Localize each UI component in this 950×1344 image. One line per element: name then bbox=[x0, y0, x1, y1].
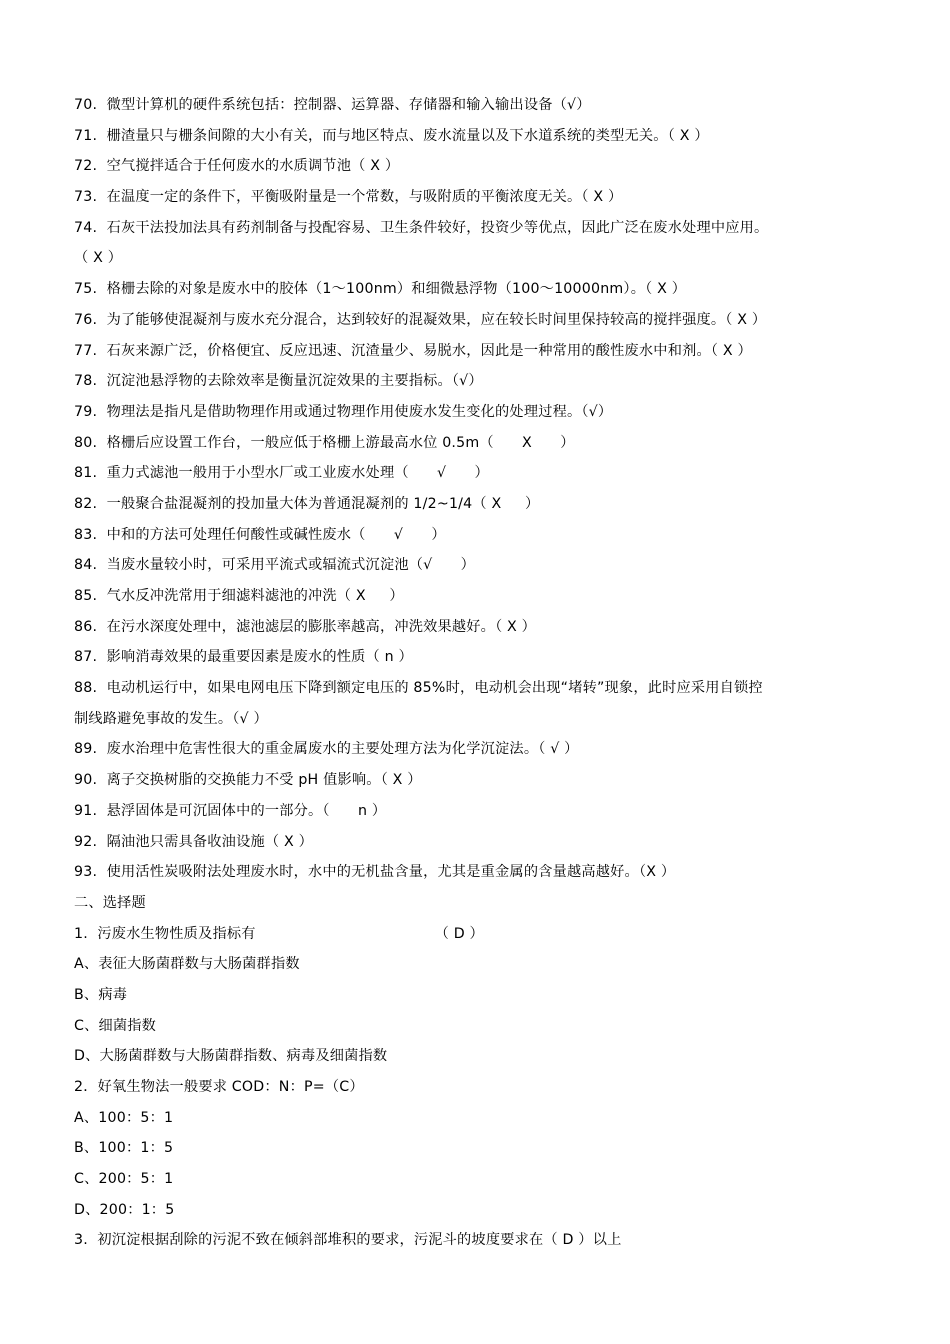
question-87: 87. 影响消毒效果的最重要因素是废水的性质（ n ） bbox=[74, 649, 413, 666]
choice-question-3: 3. 初沉淀根据刮除的污泥不致在倾斜部堆积的要求，污泥斗的坡度要求在（ D ）以上 bbox=[74, 1232, 622, 1249]
question-75: 75. 格栅去除的对象是废水中的胶体（1～100nm）和细微悬浮物（100～10000nm）。（ X ） bbox=[74, 281, 687, 298]
question-85: 85. 气水反冲洗常用于细滤料滤池的冲洗（ X ） bbox=[74, 588, 404, 604]
question-74: 74. 石灰干法投加法具有药剂制备与投配容易、卫生条件较好，投资少等优点，因此广泛在废水处理中应用。 bbox=[74, 219, 769, 236]
choice-option: C、细菌指数 bbox=[74, 1017, 157, 1034]
question-81: 81. 重力式滤池一般用于小型水厂或工业废水处理（ √ ） bbox=[74, 465, 489, 482]
question-80: 80. 格栅后应设置工作台，一般应低于格栅上游最高水位 0.5m（ X ） bbox=[74, 434, 575, 451]
question-90: 90. 离子交换树脂的交换能力不受 pH 值影响。（ X ） bbox=[74, 772, 422, 789]
question-92: 92. 隔油池只需具备收油设施（ X ） bbox=[74, 833, 313, 850]
choice-question-2: 2．好氧生物法一般要求 COD：N：P=（C） bbox=[74, 1079, 364, 1095]
question-76: 76. 为了能够使混凝剂与废水充分混合，达到较好的混凝效果，应在较长时间里保持较高的搅拌强度。（ X ） bbox=[74, 311, 767, 328]
choice-option: D、200：1：5 bbox=[74, 1201, 175, 1218]
document-body bbox=[74, 90, 894, 1256]
choice-option: A、100：5：1 bbox=[74, 1109, 174, 1126]
question-88-continued: 制线路避免事故的发生。（√ ） bbox=[74, 710, 268, 727]
choice-question-1: 1. 污废水生物性质及指标有 （ D ） bbox=[74, 925, 484, 942]
choice-option: B、100：1：5 bbox=[74, 1140, 174, 1157]
question-73: 73. 在温度一定的条件下，平衡吸附量是一个常数，与吸附质的平衡浓度无关。（ X ） bbox=[74, 189, 623, 206]
question-91: 91. 悬浮固体是可沉固体中的一部分。（ n ） bbox=[74, 802, 387, 819]
question-74-answer: （ X ） bbox=[74, 250, 123, 267]
question-93: 93. 使用活性炭吸附法处理废水时，水中的无机盐含量，尤其是重金属的含量越高越好。（X ） bbox=[74, 864, 676, 881]
question-82: 82. 一般聚合盐混凝剂的投加量大体为普通混凝剂的 1/2~1/4（ X ） bbox=[74, 495, 540, 512]
section-heading: 二、选择题 bbox=[74, 894, 146, 911]
choice-option: C、200：5：1 bbox=[74, 1171, 174, 1188]
question-84: 84. 当废水量较小时，可采用平流式或辐流式沉淀池（√ ） bbox=[74, 557, 475, 574]
question-83: 83. 中和的方法可处理任何酸性或碱性废水（ √ ） bbox=[74, 526, 446, 543]
choice-option: D、大肠菌群数与大肠菌群指数、病毒及细菌指数 bbox=[74, 1048, 388, 1065]
question-86: 86. 在污水深度处理中，滤池滤层的膨胀率越高，冲洗效果越好。（ X ） bbox=[74, 618, 537, 635]
question-79: 79. 物理法是指凡是借助物理作用或通过物理作用使废水发生变化的处理过程。（√） bbox=[74, 403, 613, 420]
question-71: 71. 栅渣量只与栅条间隙的大小有关，而与地区特点、废水流量以及下水道系统的类型无关。（ X ） bbox=[74, 127, 709, 144]
question-77: 77. 石灰来源广泛，价格便宜、反应迅速、沉渣量少、易脱水，因此是一种常用的酸性废水中和剂。（ X ） bbox=[74, 342, 752, 359]
choice-option: B、病毒 bbox=[74, 986, 128, 1003]
question-72: 72. 空气搅拌适合于任何废水的水质调节池（ X ） bbox=[74, 158, 400, 175]
question-89: 89. 废水治理中危害性很大的重金属废水的主要处理方法为化学沉淀法。（ √ ） bbox=[74, 741, 579, 758]
question-78: 78. 沉淀池悬浮物的去除效率是衡量沉淀效果的主要指标。（√） bbox=[74, 373, 483, 390]
choice-option: A、表征大肠菌群数与大肠菌群指数 bbox=[74, 956, 300, 973]
question-88: 88. 电动机运行中，如果电网电压下降到额定电压的 85%时，电动机会出现“堵转”现象，此时应采用自锁控 bbox=[74, 680, 763, 697]
question-70: 70. 微型计算机的硬件系统包括：控制器、运算器、存储器和输入输出设备（√） bbox=[74, 97, 591, 113]
